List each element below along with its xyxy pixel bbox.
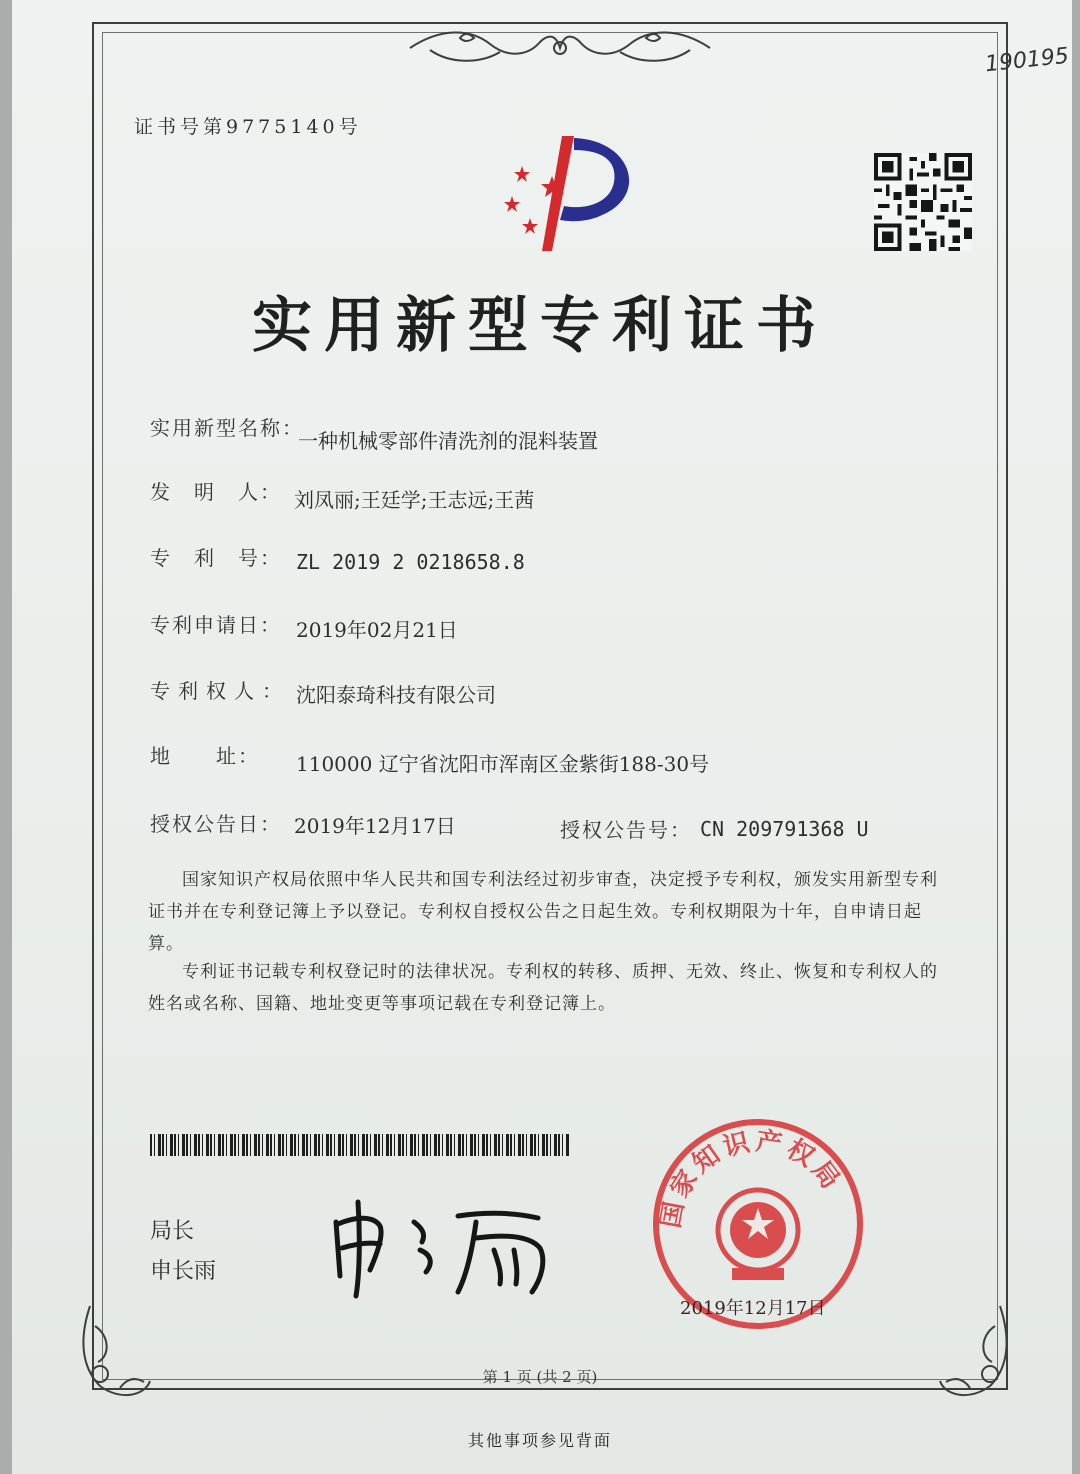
legal-statement-paragraph-1: 国家知识产权局依照中华人民共和国专利法经过初步审查，决定授予专利权，颁发实用新型专利证书并在专利登记簿上予以登记。专利权自授权公告之日起生效。专利权期限为十年，自申请日起算。: [148, 870, 938, 954]
seal-text: 国家知识产权局: [655, 1126, 848, 1231]
patent-number-label: 专 利 号：: [150, 546, 282, 570]
inventor-value: 刘凤丽;王廷学;王志远;王茜: [294, 488, 535, 512]
top-ornament: [400, 24, 720, 72]
grant-date-label: 授权公告日：: [150, 812, 282, 836]
certificate-title: 实用新型专利证书: [252, 291, 828, 361]
back-page-note: 其他事项参见背面: [467, 1431, 612, 1450]
filing-date-value: 2019年02月21日: [296, 618, 458, 642]
inventor-label: 发 明 人：: [150, 480, 282, 504]
grant-number-label: 授权公告号：: [560, 818, 692, 842]
handwritten-number: 190195: [983, 43, 1071, 78]
seal-date: 2019年12月17日: [680, 1298, 826, 1319]
director-title: 局长: [150, 1219, 195, 1244]
qr-code-icon: [874, 152, 972, 252]
address-value: 110000 辽宁省沈阳市浑南区金紫街188-30号: [296, 752, 710, 776]
filing-date-label: 专利申请日：: [150, 613, 282, 637]
certificate-number: 证书号第9775140号: [134, 116, 362, 138]
bottom-right-ornament: [930, 1296, 1020, 1406]
bottom-left-ornament: [70, 1296, 160, 1406]
utility-model-name-label: 实用新型名称：: [150, 416, 304, 440]
grant-date-value: 2019年12月17日: [294, 814, 456, 838]
patentee-value: 沈阳泰琦科技有限公司: [296, 683, 496, 707]
patentee-label: 专利权人：: [150, 679, 290, 703]
barcode: [150, 1134, 570, 1156]
grant-number-value: CN 209791368 U: [700, 817, 869, 841]
patent-number-value: ZL 2019 2 0218658.8: [296, 550, 525, 574]
address-label: 地 址：: [150, 744, 260, 768]
legal-statement-paragraph-2: 专利证书记载专利权登记时的法律状况。专利权的转移、质押、无效、终止、恢复和专利权人的姓名或名称、国籍、地址变更等事项记载在专利登记簿上。: [148, 962, 938, 1014]
director-name: 申长雨: [150, 1259, 217, 1284]
cnipa-logo-icon: [482, 126, 648, 256]
director-signature: [326, 1192, 558, 1302]
utility-model-name-value: 一种机械零部件清洗剂的混料装置: [298, 429, 598, 453]
page-indicator: 第 1 页 (共 2 页): [482, 1368, 598, 1386]
